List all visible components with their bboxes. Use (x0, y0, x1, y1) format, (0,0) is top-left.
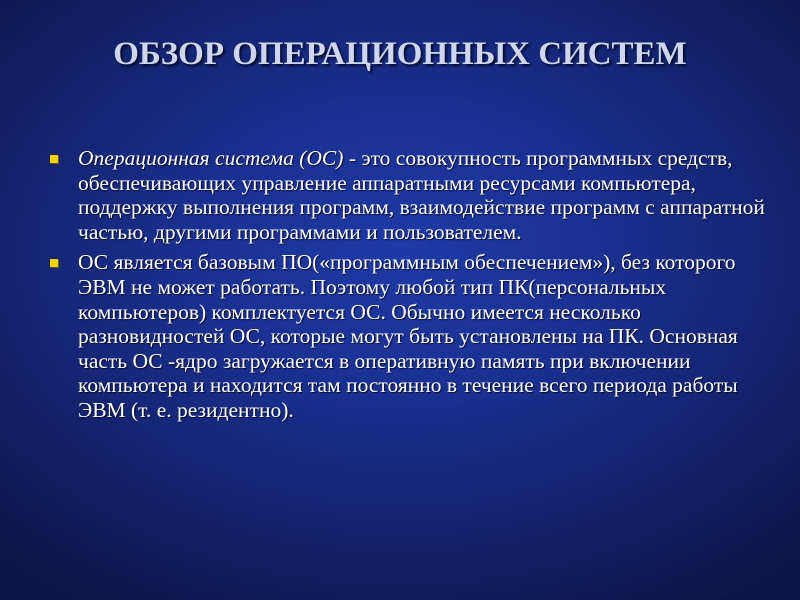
bullet-term: Операционная система (ОС) (78, 146, 344, 170)
bullet-item-os-base-software (48, 250, 768, 422)
square-bullet-icon (50, 155, 58, 163)
bullet-text: - это совокупность программных средств, обеспечивающих управление аппаратными ресурсами компьютера, поддержку выполнения программ, взаимодействие программ с аппаратной частью, другими программами и пользователем. (78, 146, 765, 244)
slide-title: ОБЗОР ОПЕРАЦИОННЫХ СИСТЕМ (113, 36, 687, 72)
bullet-item-os-definition (48, 146, 768, 244)
bullet-text: ОС является базовым ПО(«программным обеспечением»), без которого ЭВМ не может работать. Поэтому любой тип ПК(персональных компьютеров) комплектуется ОС. Обычно имеется несколько разновидностей ОС, которые могут быть установлены на ПК. Основная часть ОС -ядро загружается в оперативную память при включении компьютера и находится там постоянно в течение всего периода работы ЭВМ (т. е. резидентно). (78, 250, 738, 422)
bullet-list (48, 146, 768, 429)
square-bullet-icon (50, 259, 58, 267)
